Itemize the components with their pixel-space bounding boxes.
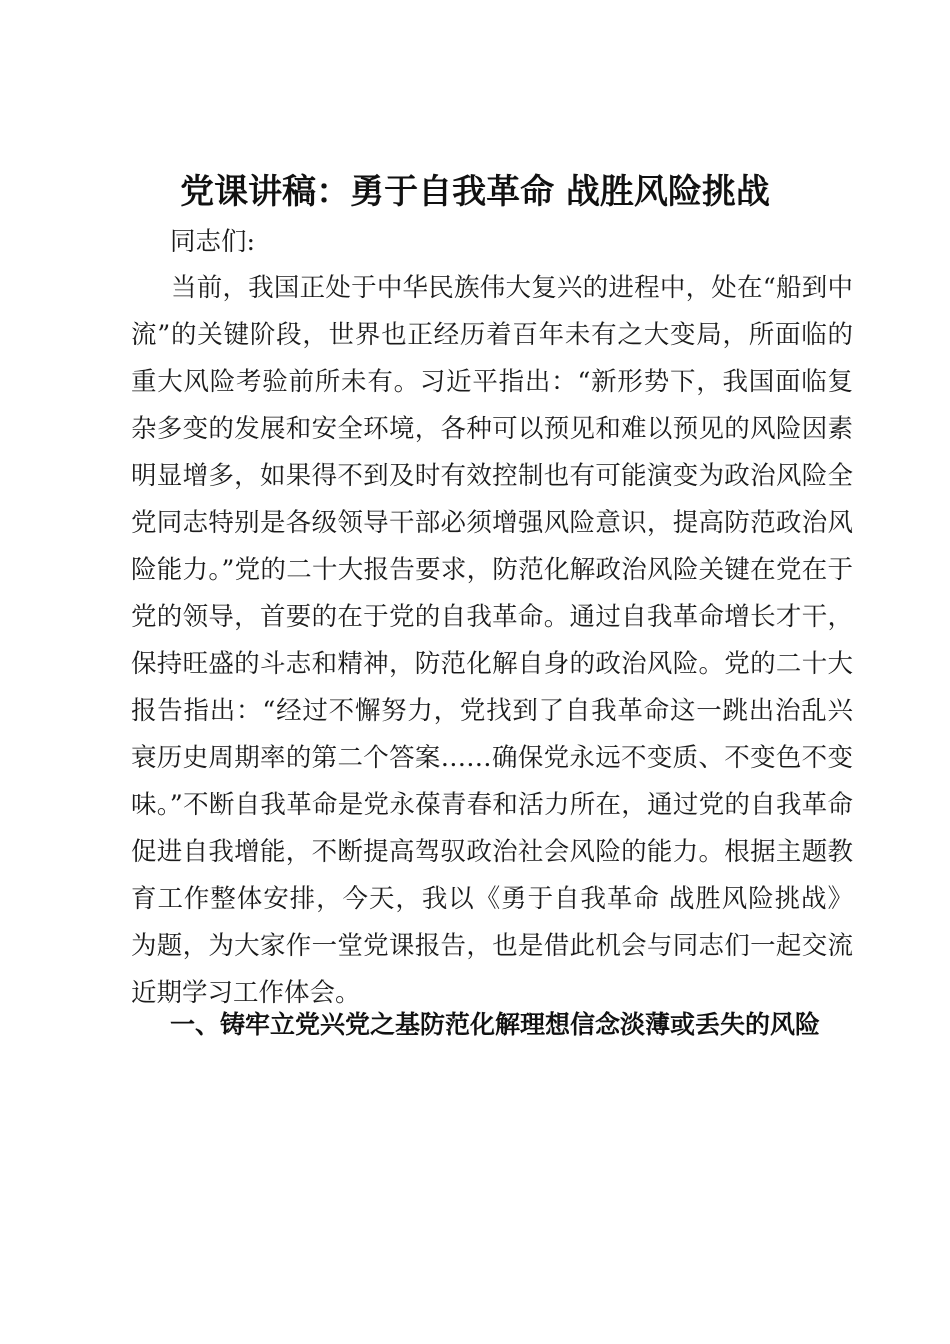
section-heading: 一、铸牢立党兴党之基防范化解理想信念淡薄或丢失的风险 [170,1010,821,1039]
salutation: 同志们: [170,227,256,257]
document-title: 党课讲稿：勇于自我革命 战胜风险挑战 [180,172,770,212]
body-paragraph: 当前，我国正处于中华民族伟大复兴的进程中，处在“船到中流”的关键阶段，世界也正经历着百年未有之大变局，所面临的重大风险考验前所未有。习近平指出：“新形势下，我国面临复杂多变的发展和安全环境，各种可以预见和难以预见的风险因素明显增多，如果得不到及时有效控制也有可能演变为政治风险全党同志特别是各级领导干部必须增强风险意识，提高防范政治风险能力。”党的二十大报告要求，防范化解政治风险关键在党在于党的领导，首要的在于党的自我革命。通过自我革命增长才干，保持旺盛的斗志和精神，防范化解自身的政治风险。党的二十大报告指出：“经过不懈努力，党找到了自我革命这一跳出治乱兴衰历史周期率的第二个答案……确保党永远不变质、不变色不变味。”不断自我革命是党永葆青春和活力所在，通过党的自我革命促进自我增能，不断提高驾驭政治社会风险的能力。根据主题教育工作整体安排，今天，我以《勇于自我革命 战胜风险挑战》为题，为大家作一堂党课报告，也是借此机会与同志们一起交流近期学习工作体会。 [131,273,853,1008]
